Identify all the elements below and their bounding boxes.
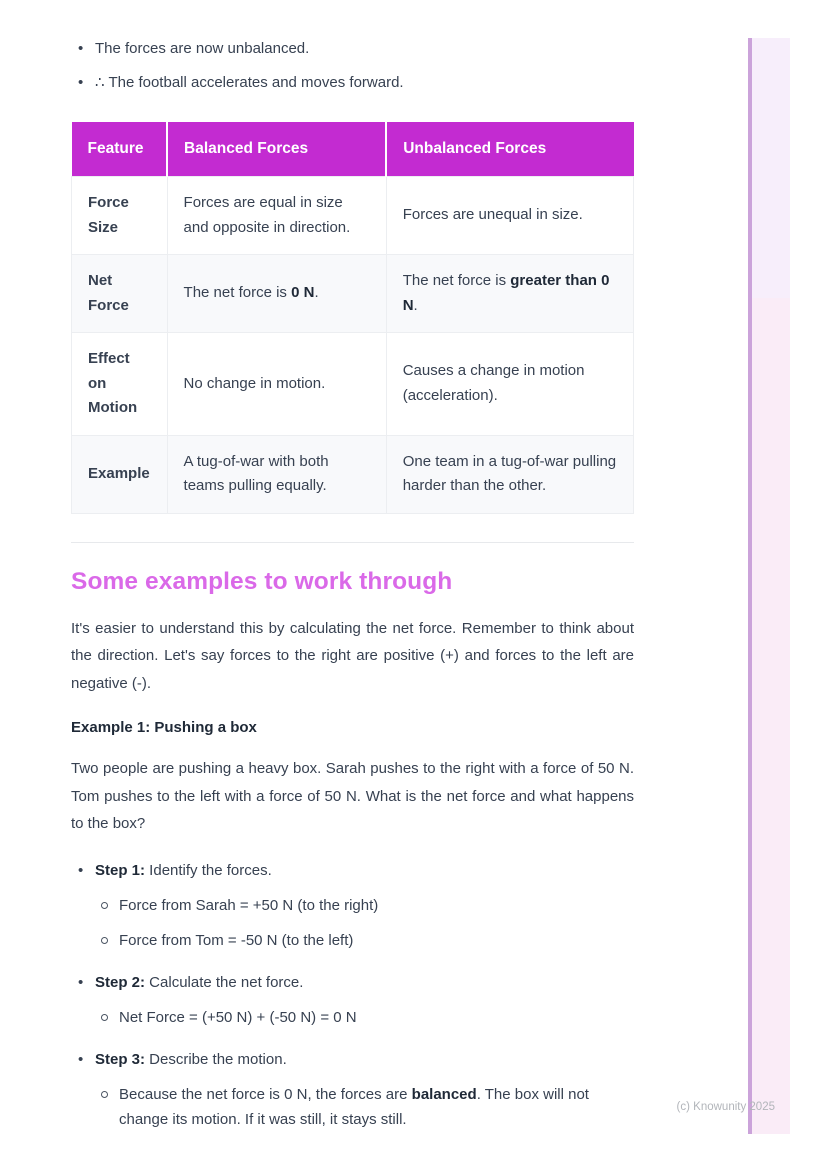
document-content xyxy=(71,0,634,1132)
unbalanced-cell: Forces are unequal in size. xyxy=(386,177,633,255)
row-feature-label: Example xyxy=(72,435,168,513)
step-sublist xyxy=(95,893,634,953)
stripe-accent-line xyxy=(748,38,752,1134)
step-label: Step 2: xyxy=(95,973,146,991)
forces-comparison-table xyxy=(71,122,634,514)
section-heading: Some examples to work through xyxy=(71,567,453,595)
section-intro-paragraph: It's easier to understand this by calculating the net force. Remember to think about the direction. Let's say forces to the right are positive (+) and forces to the left are negative (-). xyxy=(71,619,634,692)
table-row xyxy=(72,177,634,255)
example-body-paragraph: Two people are pushing a heavy box. Sarah pushes to the right with a force of 50 N. Tom pushes to the left with a force of 50 N. What is the net force and what happens to the box? xyxy=(71,760,634,832)
step-item xyxy=(71,971,634,1030)
stripe-segment-top xyxy=(748,38,790,298)
table-header-row xyxy=(72,122,634,177)
example-title: Example 1: Pushing a box xyxy=(71,719,257,736)
step-item xyxy=(71,1048,634,1132)
intro-bullet-list xyxy=(71,40,634,92)
unbalanced-cell: Causes a change in motion (acceleration). xyxy=(386,333,633,436)
unbalanced-cell: One team in a tug-of-war pulling harder than the other. xyxy=(386,435,633,513)
sub-item: Net Force = (+50 N) + (-50 N) = 0 N xyxy=(95,1005,634,1030)
bullet-item: • ∴ The football accelerates and moves forward. xyxy=(71,74,634,92)
step-sublist xyxy=(95,1005,634,1030)
sub-item: Force from Tom = -50 N (to the left) xyxy=(95,928,634,953)
step-text: Calculate the net force. xyxy=(145,973,304,991)
copyright-notice: (c) Knowunity 2025 xyxy=(676,1101,775,1113)
step-sublist xyxy=(95,1082,634,1132)
balanced-cell: No change in motion. xyxy=(167,333,386,436)
balanced-cell: Forces are equal in size and opposite in direction. xyxy=(167,177,386,255)
row-feature-label: Net Force xyxy=(72,255,168,333)
step-text: Describe the motion. xyxy=(145,1050,287,1068)
bullet-item: • The forces are now unbalanced. xyxy=(71,40,634,58)
table-row xyxy=(72,333,634,436)
sub-item: Force from Sarah = +50 N (to the right) xyxy=(95,893,634,918)
steps-list xyxy=(71,859,634,1132)
section-divider xyxy=(71,542,634,543)
row-feature-label: Effect on Motion xyxy=(72,333,168,436)
step-item xyxy=(71,859,634,953)
balanced-cell: The net force is 0 N. xyxy=(167,255,386,333)
column-header-unbalanced: Unbalanced Forces xyxy=(386,122,633,177)
step-label: Step 3: xyxy=(95,1050,146,1068)
row-feature-label: Force Size xyxy=(72,177,168,255)
table-row xyxy=(72,255,634,333)
stripe-segment-bottom xyxy=(748,298,790,1134)
step-label: Step 1: xyxy=(95,861,146,879)
column-header-feature: Feature xyxy=(72,122,168,177)
column-header-balanced: Balanced Forces xyxy=(167,122,386,177)
sub-item: Because the net force is 0 N, the forces are balanced. The box will not change its motion. If it was still, it stays still. xyxy=(95,1082,634,1132)
step-text: Identify the forces. xyxy=(145,861,272,879)
balanced-cell: A tug-of-war with both teams pulling equally. xyxy=(167,435,386,513)
table-row xyxy=(72,435,634,513)
page-highlight-stripe xyxy=(748,38,790,1134)
unbalanced-cell: The net force is greater than 0 N. xyxy=(386,255,633,333)
